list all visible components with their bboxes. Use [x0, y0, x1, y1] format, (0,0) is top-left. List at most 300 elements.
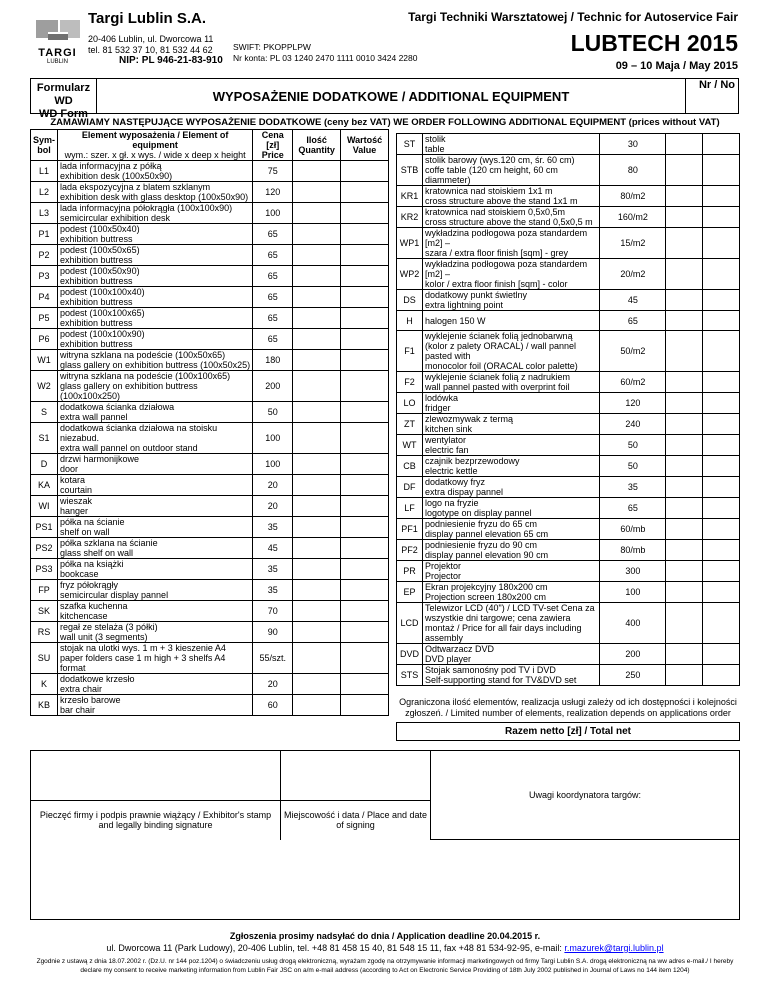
element-en: exhibition buttress — [60, 255, 133, 265]
col-symbol: Sym-bol — [31, 130, 58, 161]
row-symbol: DS — [397, 290, 423, 311]
row-symbol: PS3 — [31, 559, 58, 580]
row-symbol: P5 — [31, 308, 58, 329]
row-price: 70 — [253, 601, 293, 622]
row-symbol: STS — [397, 665, 423, 686]
value-field[interactable] — [703, 290, 740, 311]
element-en: display pannel elevation 65 cm — [424, 529, 549, 539]
row-symbol: LF — [397, 498, 423, 519]
signature-table — [30, 750, 740, 840]
quantity-field[interactable] — [666, 665, 703, 686]
row-element — [58, 203, 253, 224]
element-pl: stojak na ulotki wys. 1 m + 3 kieszenie A4 — [60, 643, 226, 653]
value-field[interactable] — [703, 456, 740, 477]
element-en: DVD player — [424, 654, 471, 664]
value-field[interactable] — [341, 454, 389, 475]
deadline: Zgłoszenia prosimy nadsyłać do dnia / Application deadline 20.04.2015 r. — [229, 931, 541, 941]
element-pl: regał ze stelaża (3 półki) — [60, 622, 158, 632]
quantity-field[interactable] — [666, 603, 703, 644]
quantity-field[interactable] — [666, 134, 703, 155]
quantity-field[interactable] — [293, 559, 341, 580]
row-price: 50 — [253, 402, 293, 423]
element-pl: halogen 150 W — [424, 315, 486, 326]
row-symbol: W2 — [31, 371, 58, 402]
value-field[interactable] — [703, 519, 740, 540]
company-address — [88, 34, 213, 56]
element-pl: fryz półokrągły — [60, 580, 119, 590]
row-element — [422, 186, 599, 207]
quantity-field[interactable] — [666, 155, 703, 186]
value-field[interactable] — [703, 561, 740, 582]
element-en: kitchen sink — [424, 424, 473, 434]
value-field[interactable] — [341, 423, 389, 454]
row-symbol: FP — [31, 580, 58, 601]
quantity-field[interactable] — [293, 308, 341, 329]
row-price: 100 — [253, 203, 293, 224]
row-element — [58, 423, 253, 454]
row-symbol: WP1 — [397, 228, 423, 259]
quantity-field[interactable] — [293, 517, 341, 538]
table-row — [397, 665, 740, 686]
table-row — [31, 559, 389, 580]
row-symbol: KR2 — [397, 207, 423, 228]
table-row — [397, 477, 740, 498]
value-field[interactable] — [703, 186, 740, 207]
row-element — [58, 538, 253, 559]
row-price: 45 — [253, 538, 293, 559]
quantity-field[interactable] — [293, 454, 341, 475]
table-row — [397, 311, 740, 331]
row-price: 100 — [253, 423, 293, 454]
value-field[interactable] — [341, 402, 389, 423]
row-price: 200 — [253, 371, 293, 402]
quantity-field[interactable] — [293, 580, 341, 601]
element-en: montaż / Price for all fair days including assembly — [424, 623, 582, 643]
row-symbol: CB — [397, 456, 423, 477]
quantity-field[interactable] — [666, 456, 703, 477]
value-field[interactable] — [341, 350, 389, 371]
row-price: 50 — [600, 435, 666, 456]
element-pl: lada ekspozycyjna z blatem szklanym — [60, 182, 211, 192]
form-title: WYPOSAŻENIE DODATKOWE / ADDITIONAL EQUIPMENT — [96, 78, 686, 114]
table-row — [31, 517, 389, 538]
value-field[interactable] — [341, 580, 389, 601]
element-pl: półka na ścianie — [60, 517, 125, 527]
row-price: 65 — [253, 308, 293, 329]
row-element — [58, 475, 253, 496]
quantity-field[interactable] — [666, 393, 703, 414]
quantity-field[interactable] — [666, 519, 703, 540]
table-row — [31, 308, 389, 329]
quantity-field[interactable] — [666, 207, 703, 228]
row-symbol: K — [31, 674, 58, 695]
row-element — [58, 517, 253, 538]
value-field[interactable] — [703, 228, 740, 259]
value-field[interactable] — [703, 665, 740, 686]
row-symbol: F2 — [397, 372, 423, 393]
row-symbol: PS2 — [31, 538, 58, 559]
bank-info — [233, 42, 417, 64]
row-price: 120 — [253, 182, 293, 203]
quantity-field[interactable] — [293, 371, 341, 402]
quantity-field[interactable] — [293, 287, 341, 308]
quantity-field[interactable] — [666, 186, 703, 207]
element-en: monocolor foil (ORACAL color palette) — [424, 361, 578, 371]
table-row — [31, 496, 389, 517]
table-row — [397, 331, 740, 372]
element-pl: Odtwarzacz DVD — [424, 644, 495, 654]
row-price: 180 — [253, 350, 293, 371]
element-pl: podest (100x50x40) — [60, 224, 140, 234]
row-price: 65 — [253, 266, 293, 287]
element-en: extra dispay pannel — [424, 487, 504, 497]
table-row — [31, 402, 389, 423]
value-field[interactable] — [703, 540, 740, 561]
value-field[interactable] — [703, 603, 740, 644]
table-row — [31, 245, 389, 266]
footer-address — [30, 943, 740, 953]
form-number: Nr / No — [685, 78, 739, 114]
value-field[interactable] — [341, 161, 389, 182]
value-field[interactable] — [341, 245, 389, 266]
table-row — [31, 454, 389, 475]
quantity-field[interactable] — [293, 695, 341, 716]
value-field[interactable] — [703, 435, 740, 456]
element-pl: wentylator — [424, 435, 467, 445]
row-symbol: PR — [397, 561, 423, 582]
element-pl: wieszak — [60, 496, 93, 506]
row-element — [422, 331, 599, 372]
quantity-field[interactable] — [666, 582, 703, 603]
row-symbol: P4 — [31, 287, 58, 308]
element-pl: półka na książki — [60, 559, 124, 569]
value-field[interactable] — [341, 695, 389, 716]
element-pl: podest (100x50x65) — [60, 245, 140, 255]
row-element — [58, 308, 253, 329]
value-field[interactable] — [703, 498, 740, 519]
quantity-field[interactable] — [293, 350, 341, 371]
quantity-field[interactable] — [293, 674, 341, 695]
table-row — [397, 393, 740, 414]
value-field[interactable] — [341, 674, 389, 695]
value-field[interactable] — [703, 331, 740, 372]
row-symbol: KA — [31, 475, 58, 496]
row-element — [422, 228, 599, 259]
col-value: Wartość Value — [341, 130, 389, 161]
element-pl: drzwi harmonijkowe — [60, 454, 140, 464]
row-symbol: LO — [397, 393, 423, 414]
value-field[interactable] — [703, 372, 740, 393]
element-pl: szafka kuchenna — [60, 601, 128, 611]
value-field[interactable] — [341, 308, 389, 329]
table-row — [31, 371, 389, 402]
row-element — [422, 498, 599, 519]
company-name: Targi Lublin S.A. — [88, 10, 207, 27]
table-row — [397, 290, 740, 311]
footer-address-text: ul. Dworcowa 11 (Park Ludowy), 20-406 Lublin, tel. +48 81 458 15 40, 81 548 15 11, fax +48 81 534-92-95, e-mail: — [106, 943, 565, 953]
table-row — [397, 186, 740, 207]
element-pl: podest (100x100x40) — [60, 287, 145, 297]
table-row — [397, 561, 740, 582]
element-en: courtain — [60, 485, 93, 495]
value-field[interactable] — [703, 311, 740, 331]
quantity-field[interactable] — [293, 475, 341, 496]
row-price: 65 — [600, 498, 666, 519]
element-en: exhibition buttress — [60, 234, 133, 244]
row-price: 50/m2 — [600, 331, 666, 372]
value-field[interactable] — [341, 559, 389, 580]
row-price: 20 — [253, 475, 293, 496]
row-price: 60 — [253, 695, 293, 716]
element-pl: krzesło barowe — [60, 695, 121, 705]
element-pl: stolik barowy (wys.120 cm, śr. 60 cm) — [424, 155, 575, 165]
table-row — [397, 644, 740, 665]
quantity-field[interactable] — [293, 329, 341, 350]
table-row — [31, 601, 389, 622]
element-en: semicircular exhibition desk — [60, 213, 171, 223]
table-row — [31, 287, 389, 308]
table-row — [31, 161, 389, 182]
quantity-field[interactable] — [293, 245, 341, 266]
value-field[interactable] — [341, 517, 389, 538]
quantity-field[interactable] — [666, 644, 703, 665]
table-row — [397, 498, 740, 519]
fair-name: Targi Techniki Warsztatowej / Technic for Autoservice Fair — [408, 10, 738, 24]
row-price: 65 — [600, 311, 666, 331]
element-en: logotype on display pannel — [424, 508, 532, 518]
quantity-field[interactable] — [293, 161, 341, 182]
quantity-field[interactable] — [666, 228, 703, 259]
form-label: Formularz WD — [36, 82, 91, 107]
stamp-field[interactable] — [31, 751, 281, 801]
row-symbol: KB — [31, 695, 58, 716]
row-price: 80/mb — [600, 540, 666, 561]
row-element — [58, 496, 253, 517]
element-pl: dodatkowa ścianka działowa na stoisku niezabud. — [60, 423, 218, 443]
element-en: electric kettle — [424, 466, 478, 476]
table-row — [31, 643, 389, 674]
quantity-field[interactable] — [293, 224, 341, 245]
value-field[interactable] — [703, 259, 740, 290]
element-en: wall unit (3 segments) — [60, 632, 148, 642]
element-en: kolor / extra floor finish [sqm] - color — [424, 279, 568, 289]
quantity-field[interactable] — [293, 423, 341, 454]
value-field[interactable] — [341, 538, 389, 559]
row-element — [58, 245, 253, 266]
table-row — [397, 155, 740, 186]
value-field[interactable] — [703, 393, 740, 414]
form-label-box — [30, 78, 97, 120]
quantity-field[interactable] — [293, 203, 341, 224]
row-price: 100 — [253, 454, 293, 475]
element-pl: podest (100x50x90) — [60, 266, 140, 276]
quantity-field[interactable] — [666, 372, 703, 393]
value-field[interactable] — [703, 207, 740, 228]
row-price: 60/m2 — [600, 372, 666, 393]
element-en: shelf on wall — [60, 527, 110, 537]
table-row — [31, 350, 389, 371]
table-row — [397, 259, 740, 290]
element-en: extra wall pannel — [60, 412, 128, 422]
row-symbol: L2 — [31, 182, 58, 203]
table-row — [31, 266, 389, 287]
address-line: 20-406 Lublin, ul. Dworcowa 11 — [88, 34, 214, 44]
element-en: hanger — [60, 506, 89, 516]
element-en: fridger — [424, 403, 451, 413]
row-price: 50 — [600, 456, 666, 477]
element-en: szara / extra floor finish [sqm] - grey — [424, 248, 569, 258]
value-field[interactable] — [703, 134, 740, 155]
row-symbol: KR1 — [397, 186, 423, 207]
quantity-field[interactable] — [666, 498, 703, 519]
col-element-sub: wym.: szer. x gł. x wys. / wide x deep x height — [64, 150, 246, 160]
row-element — [58, 182, 253, 203]
row-symbol: F1 — [397, 331, 423, 372]
table-row — [397, 414, 740, 435]
table-row — [397, 435, 740, 456]
row-element — [58, 580, 253, 601]
quantity-field[interactable] — [666, 311, 703, 331]
consent-text: Zgodnie z ustawą z dnia 18.07.2002 r. (Dz.U. nr 144 poz.1204) o świadczeniu usług drogą elektroniczną, wyrażam zgodę na otrzymywanie informacji marketingowych od firmy Targi Lublin S.A. drogą elektroniczną na ww adres e-mail./ I hereby declare my consent to receive marketing information from Lublin Fair JSC on a/m e-mail address (according to Act on Electronic Service Providing of 18th July 2002 published in Journal of Laws no 144 item 1204) — [36, 958, 734, 974]
quantity-field[interactable] — [293, 601, 341, 622]
row-element — [58, 329, 253, 350]
row-price: 20 — [253, 674, 293, 695]
value-field[interactable] — [341, 475, 389, 496]
table-row — [397, 372, 740, 393]
row-price: 65 — [253, 329, 293, 350]
element-en: display pannel elevation 90 cm — [424, 550, 549, 560]
row-symbol: ZT — [397, 414, 423, 435]
element-pl: stolik — [424, 134, 446, 144]
row-element — [422, 540, 599, 561]
value-field[interactable] — [703, 644, 740, 665]
row-element — [422, 311, 599, 331]
row-price: 75 — [253, 161, 293, 182]
quantity-field[interactable] — [293, 643, 341, 674]
table-row — [31, 475, 389, 496]
row-symbol: P3 — [31, 266, 58, 287]
value-field[interactable] — [341, 601, 389, 622]
row-price: 90 — [253, 622, 293, 643]
quantity-field[interactable] — [666, 561, 703, 582]
quantity-field[interactable] — [666, 540, 703, 561]
right-equipment-table — [396, 133, 740, 686]
value-field[interactable] — [341, 643, 389, 674]
element-pl: wykładzina podłogowa poza standardem [m2] – — [424, 259, 588, 279]
coordinator-notes: Uwagi koordynatora targów: — [431, 751, 740, 840]
table-row — [397, 456, 740, 477]
row-symbol: SU — [31, 643, 58, 674]
quantity-field[interactable] — [293, 402, 341, 423]
quantity-field[interactable] — [666, 435, 703, 456]
quantity-field[interactable] — [293, 266, 341, 287]
quantity-field[interactable] — [666, 290, 703, 311]
element-en: exhibition buttress — [60, 318, 133, 328]
value-field[interactable] — [341, 224, 389, 245]
value-field[interactable] — [703, 414, 740, 435]
row-element — [58, 287, 253, 308]
quantity-field[interactable] — [666, 414, 703, 435]
element-pl: dodatkowy punkt świetlny — [424, 290, 528, 300]
value-field[interactable] — [341, 266, 389, 287]
value-field[interactable] — [341, 622, 389, 643]
row-price: 300 — [600, 561, 666, 582]
element-en: electric fan — [424, 445, 469, 455]
row-element — [58, 224, 253, 245]
row-symbol: D — [31, 454, 58, 475]
element-en: bookcase — [60, 569, 99, 579]
row-element — [58, 643, 253, 674]
value-field[interactable] — [341, 496, 389, 517]
value-field[interactable] — [341, 371, 389, 402]
row-price: 30 — [600, 134, 666, 155]
place-date-field[interactable] — [281, 751, 431, 801]
value-field[interactable] — [703, 477, 740, 498]
element-en: exhibition desk (100x50x90) — [60, 171, 173, 181]
row-element — [422, 582, 599, 603]
value-field[interactable] — [341, 287, 389, 308]
element-pl: logo na fryzie — [424, 498, 479, 508]
table-row — [31, 622, 389, 643]
value-field[interactable] — [341, 329, 389, 350]
row-price: 120 — [600, 393, 666, 414]
element-pl: wyklejenie ścianek folią z nadrukiem — [424, 372, 571, 382]
value-field[interactable] — [341, 182, 389, 203]
row-price: 160/m2 — [600, 207, 666, 228]
quantity-field[interactable] — [293, 622, 341, 643]
col-quantity: Ilość Quantity — [293, 130, 341, 161]
row-element — [58, 371, 253, 402]
quantity-field[interactable] — [666, 477, 703, 498]
row-element — [422, 290, 599, 311]
row-price: 35 — [253, 580, 293, 601]
element-en: kitchencase — [60, 611, 108, 621]
value-field[interactable] — [703, 582, 740, 603]
row-symbol: W1 — [31, 350, 58, 371]
element-pl: kratownica nad stoiskiem 1x1 m — [424, 186, 553, 196]
row-element — [422, 155, 599, 186]
row-symbol: P6 — [31, 329, 58, 350]
fair-title: LUBTECH 2015 — [570, 30, 738, 56]
element-en: glass gallery on exhibition buttress (100x50x25) — [60, 360, 251, 370]
element-pl: wyklejenie ścianek folią jednobarwną (kolor z palety ORACAL) / wall pannel pasted with — [424, 331, 577, 361]
value-field[interactable] — [703, 155, 740, 186]
logo-text: TARGI — [38, 47, 77, 59]
quantity-field[interactable] — [666, 259, 703, 290]
element-en: coffe table (120 cm height, 60 cm diammeter) — [424, 165, 558, 185]
element-pl: czajnik bezprzewodowy — [424, 456, 520, 466]
row-symbol: L3 — [31, 203, 58, 224]
row-price: 100 — [600, 582, 666, 603]
row-symbol: PF2 — [397, 540, 423, 561]
table-row — [31, 329, 389, 350]
element-en: exhibition buttress — [60, 276, 133, 286]
value-field[interactable] — [341, 203, 389, 224]
quantity-field[interactable] — [293, 496, 341, 517]
element-en: glass shelf on wall — [60, 548, 134, 558]
row-element — [422, 372, 599, 393]
row-symbol: SK — [31, 601, 58, 622]
row-symbol: DF — [397, 477, 423, 498]
table-row — [397, 207, 740, 228]
row-element — [58, 161, 253, 182]
quantity-field[interactable] — [293, 182, 341, 203]
row-element — [58, 266, 253, 287]
email-link[interactable]: r.mazurek@targi.lublin.pl — [564, 943, 664, 953]
quantity-field[interactable] — [666, 331, 703, 372]
quantity-field[interactable] — [293, 538, 341, 559]
table-row — [397, 134, 740, 155]
